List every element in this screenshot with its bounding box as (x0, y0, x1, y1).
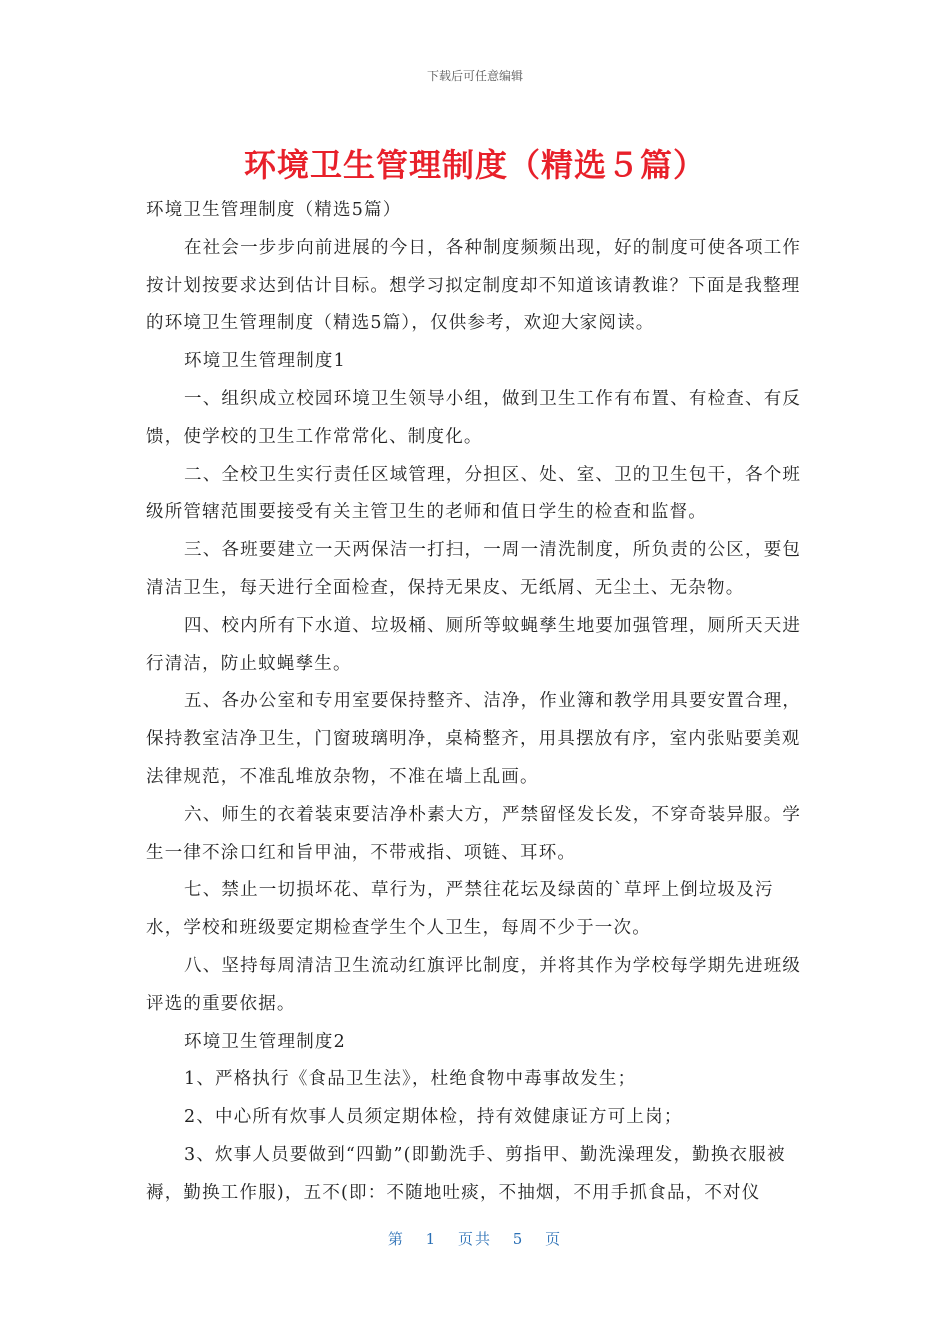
rule-paragraph: 七、禁止一切损坏花、草行为，严禁往花坛及绿茵的`草坪上倒垃圾及污水，学校和班级要定期检查学生个人卫生，每周不少于一次。 (146, 880, 774, 939)
section-heading: 环境卫生管理制度2 (184, 1031, 346, 1052)
rule-paragraph: 1、严格执行《食品卫生法》，杜绝食物中毒事故发生； (184, 1069, 637, 1090)
document-title: 环境卫生管理制度（精选５篇） (243, 146, 706, 184)
rule-paragraph: 四、校内所有下水道、垃圾桶、厕所等蚊蝇孳生地要加强管理，厕所天天进行清洁，防止蚊蝇孳生。 (146, 615, 802, 674)
rule-paragraph: 二、全校卫生实行责任区域管理，分担区、处、室、卫的卫生包干，各个班级所管辖范围要接受有关主管卫生的老师和值日学生的检查和监督。 (146, 464, 802, 523)
rule-paragraph: 2、中心所有炊事人员须定期体检，持有效健康证方可上岗； (184, 1107, 683, 1128)
rule-paragraph: 八、坚持每周清洁卫生流动红旗评比制度，并将其作为学校每学期先进班级评选的重要依据。 (146, 955, 802, 1014)
rule-paragraph: 三、各班要建立一天两保洁一打扫，一周一清洗制度，所负责的公区，要包清洁卫生，每天进行全面检查，保持无果皮、无纸屑、无尘土、无杂物。 (146, 540, 802, 598)
rule-paragraph: 一、组织成立校园环境卫生领导小组，做到卫生工作有布置、有检查、有反馈，使学校的卫生工作常常化、制度化。 (146, 388, 802, 447)
section-heading: 环境卫生管理制度1 (184, 351, 346, 372)
subtitle-paragraph: 环境卫生管理制度（精选5篇） (146, 200, 402, 220)
page-footer: 第 1 页共 5 页 (387, 1230, 563, 1248)
rule-paragraph: 六、师生的衣着装束要洁净朴素大方，严禁留怪发长发，不穿奇装异服。学生一律不涂口红和旨甲油，不带戒指、项链、耳环。 (146, 804, 802, 863)
rule-paragraph: 3、炊事人员要做到“四勤”(即勤洗手、剪指甲、勤洗澡理发，勤换衣服被褥，勤换工作服)，五不(即：不随地吐痰，不抽烟，不用手抓食品，不对仪 (146, 1144, 786, 1203)
rule-paragraph: 五、各办公室和专用室要保持整齐、洁净，作业簿和教学用具要安置合理，保持教室洁净卫生，门窗玻璃明净，桌椅整齐，用具摆放有序，室内张贴要美观法律规范，不准乱堆放杂物，不准在墙上乱画。 (146, 691, 802, 787)
document-body (146, 192, 806, 1213)
page-header: 下载后可任意编辑 (426, 69, 523, 83)
intro-paragraph: 在社会一步步向前进展的今日，各种制度频频出现，好的制度可使各项工作按计划按要求达到估计目标。想学习拟定制度却不知道该请教谁？下面是我整理的环境卫生管理制度（精选5篇），仅供参考，欢迎大家阅读。 (146, 237, 802, 334)
